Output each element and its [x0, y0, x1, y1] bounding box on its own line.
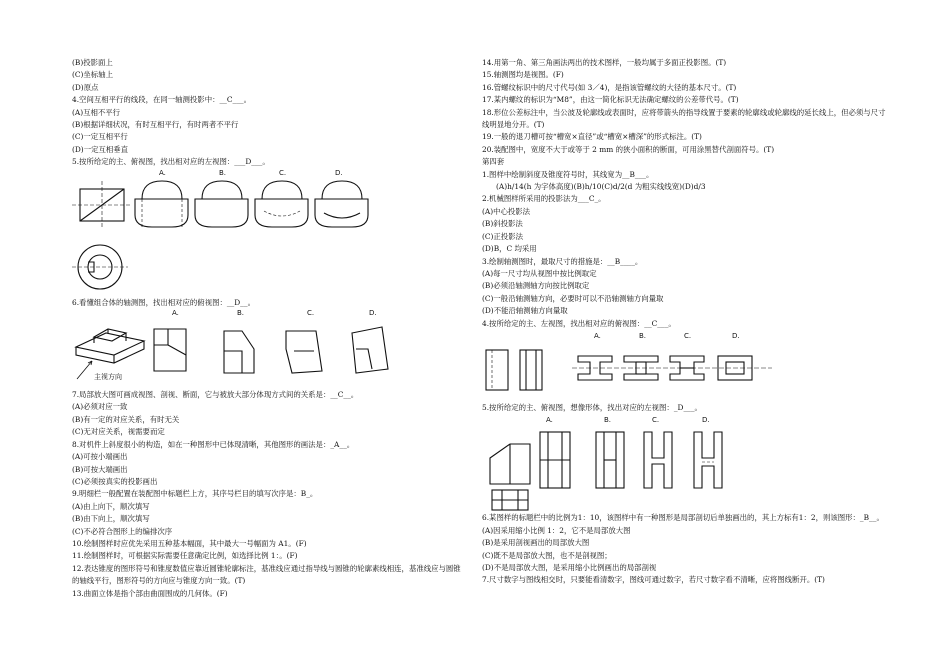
question-11: 11.绘制图样时，可根据实际需要任意确定比例，如选择比例 1：。(F): [72, 551, 298, 561]
option-label-b: B.: [219, 168, 227, 177]
option-label-d: D.: [335, 168, 343, 177]
set4-question-2: 2.机械图样所采用的投影法为___C_。: [482, 194, 606, 204]
q5-top-view: [72, 245, 128, 289]
option-label-d: D.: [702, 416, 710, 425]
option-label-a: A.: [159, 168, 166, 177]
question-17: 17.某内螺纹的标识为“M8”，由这一简化标识无法确定螺纹的公差带代号。(T): [482, 95, 739, 105]
q6-option-c: [286, 331, 322, 373]
option-line: (B)有一定的对应关系，有时无关: [72, 414, 180, 424]
option-line: (A)由上向下，顺次填写: [72, 501, 150, 511]
option-line: (C)一般沿轴测轴方向，必要时可以不沿轴测轴方向量取: [482, 293, 664, 303]
s5-option-d: [694, 432, 722, 488]
option-label-b: B.: [237, 309, 245, 318]
question-8: 8.对机件上斜度很小的构造，如在一种图形中已体现清晰，其他图形的画法是：_A__。: [72, 439, 355, 449]
option-line: (C)既不是局部放大图，也不是剖视图；: [482, 550, 612, 560]
question-6: 6.看懂组合体的轴测图，找出相对应的俯视图：__D__。: [72, 297, 255, 307]
option-line: (A)中心投影法: [482, 206, 531, 216]
option-line: (B)是采用剖视画出的局部放大图: [482, 538, 590, 548]
option-line: (B)斜投影法: [482, 219, 523, 229]
option-line: (A)每一尺寸均从视图中按比例取定: [482, 268, 597, 278]
option-label-a: A.: [546, 416, 553, 425]
option-line: (D)一定互相垂直: [72, 144, 129, 154]
set4-question-5: 5.按所给定的主、俯视图，想像形体，找出对应的左视图：_D___。: [482, 402, 702, 412]
set4-question-5-figure: [482, 414, 887, 512]
question-12: 12.表达锥度的图形符号和锥度数值应靠近圆锥轮廓标注，基准线应通过指导线与圆锥的轮廓素线相连，基准线应与圆锥的轴线平行，图形符号的方向应与锥度方向一致。(T): [72, 563, 461, 586]
set4-question-1: 1.图样中绘制斜度及锥度符号时，其线宽为__B___。: [482, 169, 654, 179]
q5-option-d: [315, 181, 368, 227]
s5-option-a: [540, 432, 570, 488]
option-label-b: B.: [604, 416, 612, 425]
s5-option-c: [644, 432, 672, 488]
q5-option-a: [135, 181, 188, 227]
q5-main-view: [72, 181, 132, 229]
option-line: (A)h/14(h 为字体高度)(B)h/10(C)d/2(d 为粗实线线宽)(D)d/3: [496, 182, 706, 192]
option-line: (B)由下向上，顺次填写: [72, 514, 150, 524]
question-5: 5.按所给定的主、俯视图，找出相对应的左视图：___D___。: [72, 157, 270, 167]
question-19: 19.一般的退刀槽可按“槽宽×直径”或“槽宽×槽深”的形式标注。(T): [482, 132, 702, 142]
s5-option-b: [596, 432, 624, 488]
option-line: (C)无对应关系，视需要而定: [72, 427, 165, 437]
option-line: (B)可按大端画出: [72, 464, 128, 474]
set4-question-4: 4.按所给定的主、左视图，找出相对应的俯视图：__C___。: [482, 318, 676, 328]
option-line: (B)必须沿轴测轴方向按比例取定: [482, 281, 590, 291]
section-heading: 第四套: [482, 157, 505, 167]
option-line: (D)B，C 均采用: [482, 244, 537, 254]
option-line: (C)一定互相平行: [72, 132, 128, 142]
option-line: (C)必须按真实的投影画出: [72, 476, 158, 486]
option-line: (D)不能沿轴测轴方向量取: [482, 306, 568, 316]
option-line: (A)必须对应一致: [72, 402, 128, 412]
s4-main-view: [486, 350, 508, 390]
set4-question-4-figure: [482, 330, 887, 402]
option-label-c: C.: [684, 331, 692, 340]
question-15: 15.轴测图均是视图。(F): [482, 70, 564, 80]
option-label-c: C.: [652, 416, 660, 425]
s5-top-view: [492, 490, 528, 510]
s5-main-view: [490, 444, 530, 484]
option-line: (B)投影面上: [72, 58, 113, 67]
question-13: 13.曲面立体是指个部由曲面围成的几何体。(F): [72, 588, 228, 598]
question-14: 14.用第一角、第三角画法两出的技术图样，一般均属于多面正投影图。(T): [482, 58, 727, 67]
left-column: [72, 57, 467, 600]
option-label-d: D.: [369, 309, 377, 318]
right-column: [482, 57, 887, 587]
option-line: (A)互相不平行: [72, 107, 121, 117]
question-18: 18.形位公差标注中，当公波及轮廓线或表面时，应将带箭头的指导线置于要素的轮廓线或轮廓线的延长线上，但必须与尺寸线明显地分开。(T): [482, 107, 886, 130]
q5-option-b: [195, 181, 248, 227]
option-label-b: B.: [639, 331, 647, 340]
q6-isometric-drawing: [76, 329, 144, 382]
question-5-figure: [72, 169, 467, 297]
question-6-figure: [72, 309, 467, 389]
option-line: (B)根据详细状况，有时互相平行，有时两者不平行: [72, 120, 239, 130]
s4-side-view: [520, 350, 542, 390]
question-7: 7.局部放大图可画成视图、剖视、断面，它与被放大部分体现方式间的关系是：__C__。: [72, 390, 359, 400]
option-line: (D)原点: [72, 82, 99, 92]
option-line: (A)可按小端画出: [72, 452, 128, 462]
question-4: 4.空间互相平行的线段，在同一轴测投影中：__C___。: [72, 95, 251, 105]
question-20: 20.装配图中，宽度不大于或等于 2 mm 的狭小面积的断面，可用涂黑替代剖面符号。(T): [482, 144, 775, 154]
set4-question-7: 7.尺寸数字与图线相交时，只要能看清数字，图线可通过数字，若尺寸数字看不清晰，应将图线断开。(T): [482, 575, 825, 585]
option-label-a: A.: [594, 331, 601, 340]
set4-question-3: 3.绘制轴测图时，最取尺寸的措施是：__B____。: [482, 256, 643, 266]
q6-option-b: [224, 331, 254, 373]
q6-option-d: [352, 327, 388, 373]
option-line: (C)正投影法: [482, 231, 523, 241]
q5-option-c: [255, 181, 308, 227]
question-9: 9.明细栏一般配置在装配图中标题栏上方，其序号栏目的填写次序是：B_。: [72, 489, 318, 499]
option-label-a: A.: [172, 309, 179, 318]
question-10: 10.绘制图样时应优先采用五种基本幅面，其中最大一号幅面为 A1。(F): [72, 538, 307, 548]
option-line: (C)坐标轴上: [72, 70, 113, 80]
option-label-c: C.: [279, 168, 287, 177]
option-line: (C)不必符合图形上的编排次序: [72, 526, 173, 536]
option-line: (D)不是局部放大图，是采用缩小比例画出的局部剖视: [482, 562, 657, 572]
q6-option-a: [154, 329, 186, 371]
set4-question-6: 6.某图样的标题栏中的比例为1：10，该图样中有一种图形是局部剖切后单独画出的，其上方标有1：2，则该图形：_B__。: [482, 513, 884, 523]
question-16: 16.管螺纹标识中的尺寸代号(如 3／4)，是指该管螺纹的大径的基本尺寸。(T): [482, 82, 737, 92]
view-direction-caption: 主视方向: [94, 373, 122, 382]
option-label-c: C.: [307, 309, 315, 318]
option-label-d: D.: [732, 331, 740, 340]
option-line: (A)因采用缩小比例 1：2，它不是局部放大图: [482, 525, 631, 535]
